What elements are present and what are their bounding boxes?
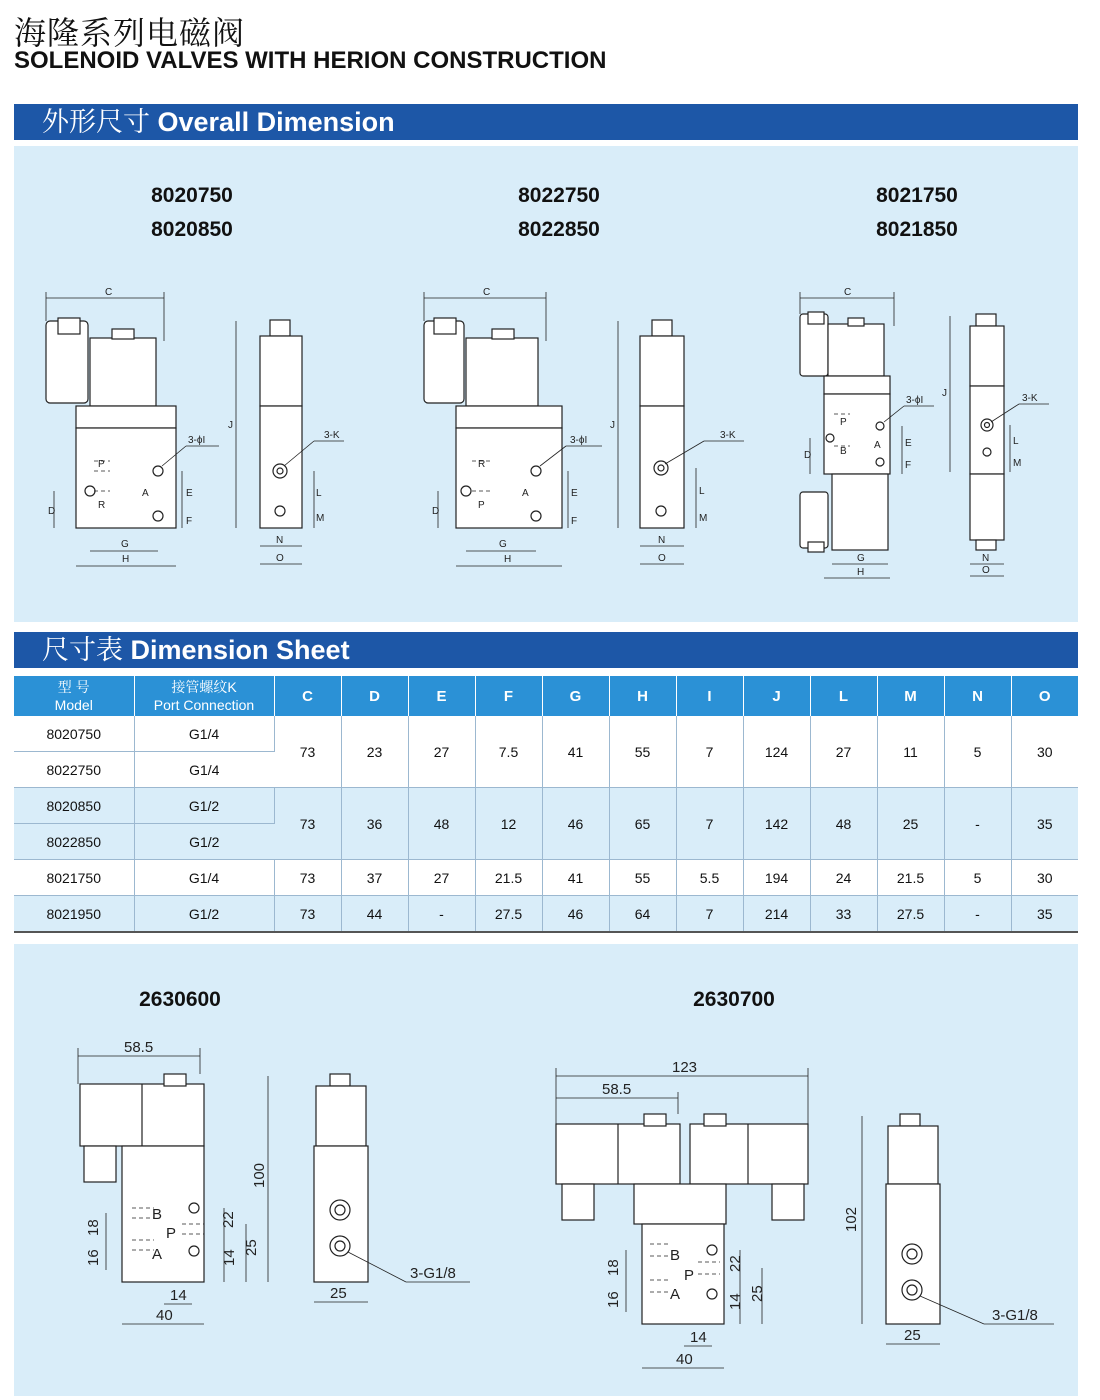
dim-letter-l: L xyxy=(699,486,705,497)
model-label: 2630600 xyxy=(139,988,221,1011)
model-label: 8021750 xyxy=(876,184,958,207)
cell-model: 8021750 xyxy=(14,860,134,896)
model-label: 8020750 xyxy=(151,184,233,207)
cell-value: 73 xyxy=(274,716,341,788)
drawing-front-view-2 xyxy=(424,287,602,566)
header-n: N xyxy=(944,676,1011,716)
dim-letter-n: N xyxy=(658,535,666,546)
header-model xyxy=(14,676,134,716)
cell-value: 33 xyxy=(810,896,877,933)
dim-letter-o: O xyxy=(982,565,990,576)
dim-25-side: 25 xyxy=(330,1285,347,1302)
overall-drawings xyxy=(14,146,1078,622)
port-r-label: R xyxy=(98,500,106,511)
header-f: F xyxy=(475,676,542,716)
dim-14b: 14 xyxy=(690,1329,707,1346)
thread-label: 3-G1/8 xyxy=(410,1265,456,1282)
cell-port: G1/4 xyxy=(134,752,274,788)
dim-letter-h: H xyxy=(122,554,130,565)
dim-letter-o: O xyxy=(658,553,666,564)
cell-value: 30 xyxy=(1011,860,1078,896)
hole-label: 3-ϕI xyxy=(570,435,588,446)
dim-letter-m: M xyxy=(699,513,708,524)
dim-width-2: 58.5 xyxy=(602,1081,632,1098)
dim-letter-j: J xyxy=(228,420,233,431)
drawing-front-view-3 xyxy=(800,287,934,578)
port-b-label: B xyxy=(670,1247,681,1264)
header-h: H xyxy=(609,676,676,716)
dim-letter-l: L xyxy=(1013,436,1019,447)
port-p-label: P xyxy=(840,417,847,428)
dim-letter-f: F xyxy=(571,516,578,527)
dim-16: 16 xyxy=(85,1249,102,1266)
model-label: 8020850 xyxy=(151,218,233,241)
port-p-label: P xyxy=(166,1225,177,1242)
cell-port: G1/4 xyxy=(134,716,274,752)
cell-value: 48 xyxy=(408,788,475,860)
cell-value: 46 xyxy=(542,788,609,860)
table-row xyxy=(14,716,1078,752)
cell-value: 7 xyxy=(676,896,743,933)
dim-letter-c: C xyxy=(483,287,491,298)
dim-height: 100 xyxy=(251,1162,268,1188)
drawing-side-view-1 xyxy=(228,320,344,564)
dim-14b: 14 xyxy=(170,1287,187,1304)
dim-letter-l: L xyxy=(316,488,322,499)
drawing-2630700-side xyxy=(843,1114,1054,1344)
table-header-row xyxy=(14,676,1078,716)
port-b-label: B xyxy=(152,1206,163,1223)
bottom-drawings xyxy=(14,944,1078,1396)
drawing-2630600-front xyxy=(78,1039,268,1324)
band-title-cn: 外形尺寸 xyxy=(42,107,150,137)
cell-value: 48 xyxy=(810,788,877,860)
dim-letter-c: C xyxy=(105,287,113,298)
cell-model: 8020850 xyxy=(14,788,134,824)
model-label: 8021850 xyxy=(876,218,958,241)
header-d: D xyxy=(341,676,408,716)
overall-dimension-band xyxy=(14,104,1078,140)
band-title-en: Dimension Sheet xyxy=(130,635,350,665)
drawing-side-view-2 xyxy=(610,320,744,564)
cell-value: 27 xyxy=(408,716,475,788)
header-c: C xyxy=(274,676,341,716)
cell-value: 214 xyxy=(743,896,810,933)
overall-dimension-panel xyxy=(14,146,1078,622)
cell-value: 73 xyxy=(274,860,341,896)
port-a-label: A xyxy=(152,1246,163,1263)
cell-value: 12 xyxy=(475,788,542,860)
cell-value: 64 xyxy=(609,896,676,933)
dim-40: 40 xyxy=(676,1351,693,1368)
cell-value: 41 xyxy=(542,860,609,896)
cell-value: 5.5 xyxy=(676,860,743,896)
header-o: O xyxy=(1011,676,1078,716)
cell-model: 8021950 xyxy=(14,896,134,933)
port-a-label: A xyxy=(522,488,529,499)
dim-14: 14 xyxy=(221,1249,238,1266)
dim-letter-f: F xyxy=(905,460,912,471)
cell-value: 46 xyxy=(542,896,609,933)
thread-label: 3-K xyxy=(324,430,340,441)
cell-value: 124 xyxy=(743,716,810,788)
cell-value: - xyxy=(944,896,1011,933)
hole-label: 3-ϕI xyxy=(188,435,206,446)
cell-port: G1/2 xyxy=(134,824,274,860)
port-p-label: P xyxy=(98,459,105,470)
cell-value: 73 xyxy=(274,788,341,860)
cell-value: 11 xyxy=(877,716,944,788)
cell-value: 30 xyxy=(1011,716,1078,788)
header-j: J xyxy=(743,676,810,716)
dim-letter-j: J xyxy=(942,388,947,399)
dim-height: 102 xyxy=(843,1206,860,1232)
dim-letter-c: C xyxy=(844,287,852,298)
cell-model: 8022850 xyxy=(14,824,134,860)
dim-letter-e: E xyxy=(905,438,912,449)
cell-value: 35 xyxy=(1011,896,1078,933)
cell-value: - xyxy=(408,896,475,933)
header-g: G xyxy=(542,676,609,716)
cell-value: 65 xyxy=(609,788,676,860)
thread-label: 3-K xyxy=(720,430,736,441)
dim-letter-g: G xyxy=(499,539,507,550)
dimension-sheet-band xyxy=(14,632,1078,668)
cell-value: 7 xyxy=(676,788,743,860)
bottom-drawing-panel xyxy=(14,944,1078,1396)
dim-25: 25 xyxy=(749,1285,766,1302)
cell-value: 23 xyxy=(341,716,408,788)
dim-letter-h: H xyxy=(504,554,512,565)
cell-value: 37 xyxy=(341,860,408,896)
table-row xyxy=(14,788,1078,824)
header-port xyxy=(134,676,274,716)
dim-letter-e: E xyxy=(186,488,193,499)
port-p-label: P xyxy=(684,1267,695,1284)
drawing-side-view-3 xyxy=(942,314,1049,576)
cell-value: 7 xyxy=(676,716,743,788)
cell-value: - xyxy=(944,788,1011,860)
cell-value: 21.5 xyxy=(475,860,542,896)
dim-22: 22 xyxy=(727,1255,744,1272)
dim-letter-d: D xyxy=(804,450,812,461)
cell-value: 27.5 xyxy=(877,896,944,933)
header-port-en: Port Connection xyxy=(153,697,255,713)
thread-label: 3-K xyxy=(1022,393,1038,404)
drawing-2630700-front xyxy=(556,1059,808,1368)
dim-letter-m: M xyxy=(1013,458,1022,469)
dim-letter-j: J xyxy=(610,420,615,431)
header-port-cn: 接管螺纹K xyxy=(171,679,237,695)
dim-18: 18 xyxy=(85,1219,102,1236)
cell-value: 73 xyxy=(274,896,341,933)
drawing-front-view-1 xyxy=(46,287,219,566)
port-a-label: A xyxy=(142,488,149,499)
dim-14: 14 xyxy=(727,1293,744,1310)
cell-port: G1/2 xyxy=(134,896,274,933)
cell-value: 55 xyxy=(609,860,676,896)
dim-letter-m: M xyxy=(316,513,325,524)
page-title-cn: 海隆系列电磁阀 xyxy=(14,14,246,52)
port-a-label: A xyxy=(670,1286,681,1303)
cell-value: 35 xyxy=(1011,788,1078,860)
cell-value: 27 xyxy=(408,860,475,896)
dim-letter-g: G xyxy=(121,539,129,550)
dim-25-side: 25 xyxy=(904,1327,921,1344)
header-l: L xyxy=(810,676,877,716)
port-b-label: B xyxy=(840,446,847,457)
dim-letter-d: D xyxy=(432,506,440,517)
cell-port: G1/4 xyxy=(134,860,274,896)
header-model-en: Model xyxy=(54,697,93,713)
port-p-label: P xyxy=(478,500,485,511)
port-a-label: A xyxy=(874,440,881,451)
cell-value: 36 xyxy=(341,788,408,860)
cell-value: 25 xyxy=(877,788,944,860)
cell-value: 55 xyxy=(609,716,676,788)
dim-letter-e: E xyxy=(571,488,578,499)
page-title-en: SOLENOID VALVES WITH HERION CONSTRUCTION xyxy=(14,47,607,74)
header-i: I xyxy=(676,676,743,716)
cell-value: 44 xyxy=(341,896,408,933)
dim-40: 40 xyxy=(156,1307,173,1324)
band-title-cn: 尺寸表 xyxy=(42,635,123,665)
cell-value: 194 xyxy=(743,860,810,896)
cell-model: 8022750 xyxy=(14,752,134,788)
model-label: 2630700 xyxy=(693,988,775,1011)
dim-letter-o: O xyxy=(276,553,284,564)
dim-25: 25 xyxy=(243,1239,260,1256)
cell-value: 21.5 xyxy=(877,860,944,896)
model-label: 8022850 xyxy=(518,218,600,241)
dim-22: 22 xyxy=(220,1211,237,1228)
model-label: 8022750 xyxy=(518,184,600,207)
cell-value: 142 xyxy=(743,788,810,860)
cell-value: 41 xyxy=(542,716,609,788)
dim-letter-d: D xyxy=(48,506,56,517)
dim-letter-n: N xyxy=(276,535,284,546)
band-title-en: Overall Dimension xyxy=(157,107,395,137)
dim-16: 16 xyxy=(605,1291,622,1308)
dim-letter-f: F xyxy=(186,516,193,527)
cell-model: 8020750 xyxy=(14,716,134,752)
dim-18: 18 xyxy=(605,1259,622,1276)
dimension-table xyxy=(14,676,1078,933)
dim-letter-g: G xyxy=(857,553,865,564)
cell-value: 7.5 xyxy=(475,716,542,788)
cell-value: 24 xyxy=(810,860,877,896)
header-e: E xyxy=(408,676,475,716)
cell-value: 27.5 xyxy=(475,896,542,933)
header-model-cn: 型 号 xyxy=(57,679,90,695)
thread-label: 3-G1/8 xyxy=(992,1307,1038,1324)
dim-letter-n: N xyxy=(982,553,990,564)
cell-value: 27 xyxy=(810,716,877,788)
table-row xyxy=(14,896,1078,933)
port-r-label: R xyxy=(478,459,486,470)
cell-value: 5 xyxy=(944,716,1011,788)
drawing-2630600-side xyxy=(314,1074,470,1302)
cell-value: 5 xyxy=(944,860,1011,896)
dim-width: 58.5 xyxy=(124,1039,154,1056)
dim-letter-h: H xyxy=(857,567,865,578)
cell-port: G1/2 xyxy=(134,788,274,824)
hole-label: 3-ϕI xyxy=(906,395,924,406)
table-row xyxy=(14,860,1078,896)
dim-width: 123 xyxy=(672,1059,698,1076)
header-m: M xyxy=(877,676,944,716)
